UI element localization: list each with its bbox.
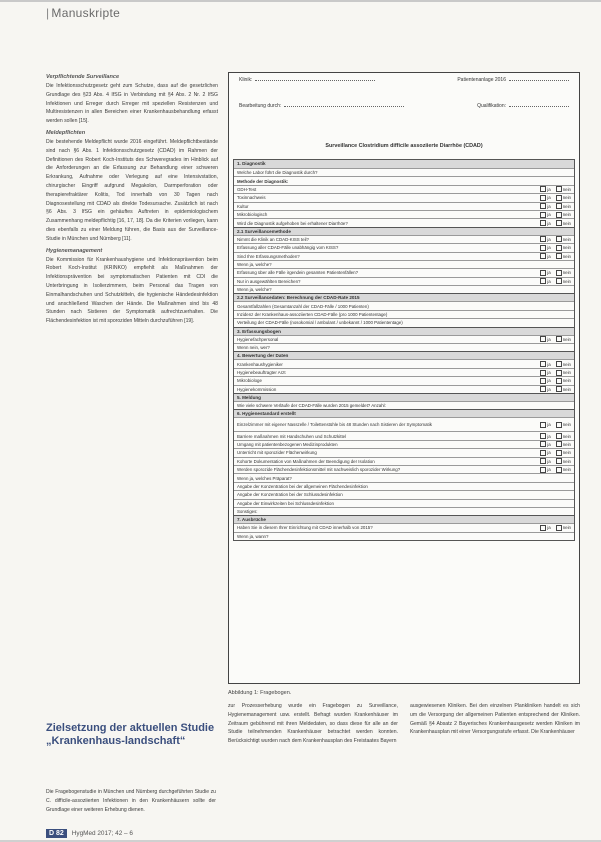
form-row bbox=[234, 235, 574, 243]
form-section-title: 4. Bewertung der Daten bbox=[234, 351, 574, 359]
form-row bbox=[234, 417, 574, 431]
form-row bbox=[234, 465, 574, 473]
form-row-label: Wie viele schwere Verläufe der CDAD-Fälle wurden 2015 gemeldet? Anzahl: bbox=[237, 403, 386, 409]
form-row bbox=[234, 368, 574, 376]
yes-no-checkboxes bbox=[527, 377, 571, 384]
no-checkbox[interactable]: nein bbox=[556, 369, 571, 376]
yes-no-checkboxes bbox=[527, 278, 571, 285]
no-checkbox[interactable]: nein bbox=[556, 449, 571, 456]
yes-checkbox[interactable]: ja bbox=[540, 203, 550, 210]
yes-no-checkboxes bbox=[527, 421, 571, 428]
form-row bbox=[234, 507, 574, 515]
form-row-label: Umgang mit patientenbezogenen Medizinprodukten bbox=[237, 441, 338, 447]
form-row-label: Wenn ja, welche? bbox=[237, 287, 272, 293]
meldepflicht-heading: Meldepflichten bbox=[46, 129, 86, 136]
yes-no-checkboxes bbox=[527, 524, 571, 531]
no-checkbox[interactable]: nein bbox=[556, 421, 571, 428]
form-row-label: Mikrobiologe bbox=[237, 378, 262, 384]
form-row-label: Hygienebeauftragter Arzt bbox=[237, 370, 286, 375]
surveillance-heading: Verpflichtende Surveillance bbox=[46, 74, 120, 80]
yes-no-checkboxes bbox=[527, 244, 571, 251]
form-row-label: Krankenhaushygieniker bbox=[237, 361, 283, 367]
yes-checkbox[interactable]: ja bbox=[540, 269, 550, 276]
no-checkbox[interactable]: nein bbox=[556, 433, 571, 440]
yes-no-checkboxes bbox=[527, 458, 571, 465]
form-row bbox=[234, 482, 574, 490]
lower-text-col3: ausgewiesenen Kliniken. Bei den einzelnen Plankliniken handelt es sich um die Versorgung der allgemeinen Patienten entsprechend der Kliniken. Gemäß §4 Absatz 2 Bayerisches Krankenhausgesetz werden Kliniken im Krankenhausplan mit einer Versorgungsstufe erfasst. Die Krankenhäuser bbox=[410, 703, 580, 736]
questionnaire-form bbox=[228, 72, 580, 684]
form-row bbox=[234, 285, 574, 293]
form-row bbox=[234, 168, 574, 176]
yes-checkbox[interactable]: ja bbox=[540, 186, 550, 193]
form-row bbox=[234, 401, 574, 409]
form-row-label: Hygienekommission bbox=[237, 386, 277, 392]
form-row bbox=[234, 335, 574, 343]
no-checkbox[interactable]: nein bbox=[556, 211, 571, 218]
yes-no-checkboxes bbox=[527, 449, 571, 456]
form-row bbox=[234, 376, 574, 384]
yes-checkbox[interactable]: ja bbox=[540, 449, 550, 456]
yes-checkbox[interactable]: ja bbox=[540, 253, 550, 260]
section-headline: Zielsetzung der aktuellen Studie „Krankenhaus-landschaft“ bbox=[46, 722, 215, 747]
form-row-label: Werden sporozide Flächendesinfektionsmittel mit nachweislich sporozider Wirkung? bbox=[237, 467, 401, 473]
form-row bbox=[234, 301, 574, 309]
stichtag-field[interactable] bbox=[509, 77, 569, 81]
form-row-label: Barriere maßnahmen mit Handschuhen und Schutzkittel bbox=[237, 433, 347, 439]
form-section-title: 2.2 Surveillancedaten: Berechnung der CDAD-Rate 2015 bbox=[234, 293, 574, 301]
yes-checkbox[interactable]: ja bbox=[540, 194, 550, 201]
yes-no-checkboxes bbox=[527, 220, 571, 227]
yes-checkbox[interactable]: ja bbox=[540, 433, 550, 440]
yes-checkbox[interactable]: ja bbox=[540, 441, 550, 448]
form-row bbox=[234, 243, 574, 251]
no-checkbox[interactable]: nein bbox=[556, 278, 571, 285]
bearbeitung-field[interactable] bbox=[284, 103, 404, 107]
form-row bbox=[234, 218, 574, 226]
form-row-label: Verteilung der CDAD-Fälle (nosokomial / ambulant / unbekannt / 1000 Patiententage) bbox=[237, 320, 403, 326]
form-row bbox=[234, 431, 574, 439]
yes-no-checkboxes bbox=[527, 466, 571, 473]
form-row bbox=[234, 318, 574, 326]
form-row-label: Toxinnachweis bbox=[237, 195, 266, 201]
form-row bbox=[234, 260, 574, 268]
yes-no-checkboxes bbox=[527, 269, 571, 276]
yes-no-checkboxes bbox=[527, 186, 571, 193]
form-row-label: Sonstiges: bbox=[237, 509, 258, 515]
form-row bbox=[234, 448, 574, 456]
yes-no-checkboxes bbox=[527, 336, 571, 343]
form-row bbox=[234, 210, 574, 218]
yes-checkbox[interactable]: ja bbox=[540, 244, 550, 251]
figure-caption: Abbildung 1: Fragebogen. bbox=[228, 690, 292, 696]
form-row-label: Mikrobiologisch bbox=[237, 212, 268, 218]
no-checkbox[interactable]: nein bbox=[556, 386, 571, 393]
form-row bbox=[234, 440, 574, 448]
no-checkbox[interactable]: nein bbox=[556, 361, 571, 368]
form-row-label: Unterricht mit sporozider Flächenwirkung bbox=[237, 450, 317, 456]
form-row bbox=[234, 277, 574, 285]
no-checkbox[interactable]: nein bbox=[556, 244, 571, 251]
form-row-label: Kultur bbox=[237, 203, 249, 209]
yes-checkbox[interactable]: ja bbox=[540, 458, 550, 465]
form-table bbox=[233, 159, 575, 541]
stichtag-label: Patientenanlage 2016 bbox=[457, 77, 506, 83]
form-row bbox=[234, 473, 574, 481]
form-section-title: 7. Ausbrüche bbox=[234, 515, 574, 523]
yes-checkbox[interactable]: ja bbox=[540, 421, 550, 428]
yes-no-checkboxes bbox=[527, 211, 571, 218]
yes-no-checkboxes bbox=[527, 253, 571, 260]
form-row bbox=[234, 385, 574, 393]
yes-no-checkboxes bbox=[527, 441, 571, 448]
klinik-field[interactable] bbox=[255, 77, 375, 81]
no-checkbox[interactable]: nein bbox=[556, 203, 571, 210]
form-section-title: 5. Meldung bbox=[234, 393, 574, 401]
form-row-label: Kohorte Dokumentation von Maßnahmen der Beendigung der Isolation bbox=[237, 458, 375, 464]
form-section-title: 3. Erfassungsbogen bbox=[234, 327, 574, 335]
hygiene-heading: Hygienemanagement bbox=[46, 247, 103, 254]
yes-no-checkboxes bbox=[527, 433, 571, 440]
form-row-label: Wird die Diagnostik aufgehoben bei erhaltener Diarrhöe? bbox=[237, 220, 348, 226]
yes-checkbox[interactable]: ja bbox=[540, 336, 550, 343]
form-row-label: Nur in ausgewählten Bereichen? bbox=[237, 278, 301, 284]
no-checkbox[interactable]: nein bbox=[556, 377, 571, 384]
form-row bbox=[234, 343, 574, 351]
form-row bbox=[234, 202, 574, 210]
yes-checkbox[interactable]: ja bbox=[540, 361, 550, 368]
klinik-label: Klinik bbox=[239, 77, 251, 83]
no-checkbox[interactable]: nein bbox=[556, 236, 571, 243]
section-header: | Manuskripte bbox=[46, 6, 121, 20]
form-row bbox=[234, 523, 574, 531]
meldepflicht-text: Die bestehende Meldepflicht wurde 2016 eingeführt. Meldepflichtbestände sind nach §6 Abs. 1 Infektionsschutzgesetz (CDAD) im Rahmen der Definitionen des Robert Koch-Instituts des Schweregrades im Hinblick auf die Anforderungen an die Erfassung zur Behandlung einer schweren Erkrankung, Aufnahme oder Verlegung auf eine Intensivstation, chirurgischer Eingriff aufgrund Megakolon, Darmperforation oder therapierefraktärer Kolitis, Tod innerhalb von 30 Tagen nach Diagnosestellung mit CDAD als direkte Todesursache. Zusätzlich ist nach §6 Abs. 3 IfSG ein gehäuftes Auftreten in epidemiologischem Zusammenhang meldepflichtig [16, 17, 18]. Da die Kriterien vorliegen, kann dies ebenfalls zu einer Meldung führen, die Basis aus der Surveillance-Studie in München und Nürnberg [11]. bbox=[46, 138, 218, 242]
footer bbox=[46, 829, 133, 838]
form-row-label: Wenn nein, wer? bbox=[237, 345, 270, 351]
qualifikation-label: Qualifikation bbox=[477, 103, 505, 109]
no-checkbox[interactable]: nein bbox=[556, 524, 571, 531]
form-row-label: Angabe der Konzentration bei der Schlussdesinfektion bbox=[237, 492, 343, 498]
lower-text-col2: zur Prozesserhebung wurde ein Fragebogen zu Surveillance, Hygienemanagement usw. erstellt. Befragt wurden Krankenhäuser im Zeitraum gebührend mit ihren Meldedaten, so dass diese für alle an der Studie teilnehmenden Krankenhäuser betrachtet werden konnten. Berücksichtigt wurden nach dem Krankenhausplan des Freistaates Bayern bbox=[228, 703, 398, 745]
form-row-label: Haben Sie in diesem Ihrer Einrichtung mit CDAD innerhalb von 2015? bbox=[237, 525, 373, 531]
form-row-label: Inzidenz der Krankenhaus-assoziierten CDAD-Fälle (pro 1000 Patiententage) bbox=[237, 312, 388, 318]
hygiene-text: Die Kommission für Krankenhaushygiene und Infektionsprävention beim Robert Koch-Institut (KRINKO) empfiehlt als Maßnahmen der Infektionsprävention bei symptomatischen Patienten mit CDI die Unterbringung in Isolierzimmern, beim Personal das Tragen von Einmalhandschuhen und Schutzkitteln, die hygienische Händedesinfektion und anschließend Waschen der Hände. Die Maßnahmen sind bis 48 Stunden nach Sistieren der Symptomatik aufrechtzuerhalten. Die Flächendesinfektion ist mit sporoziden Mitteln durchzuführen [19]. bbox=[46, 256, 218, 325]
form-row-label: Nimmt die Klinik an CDAD-KISS teil? bbox=[237, 236, 309, 242]
form-row-label: GDH-Test bbox=[237, 186, 257, 192]
no-checkbox[interactable]: nein bbox=[556, 220, 571, 227]
yes-checkbox[interactable]: ja bbox=[540, 369, 550, 376]
form-section-title: 2.1 Surveillancemethode bbox=[234, 227, 574, 235]
qualifikation-field[interactable] bbox=[509, 103, 569, 107]
no-checkbox[interactable]: nein bbox=[556, 458, 571, 465]
form-row-label: Sind Ihre Erfassungsmethoden? bbox=[237, 253, 300, 259]
form-row bbox=[234, 252, 574, 260]
no-checkbox[interactable]: nein bbox=[556, 336, 571, 343]
no-checkbox[interactable]: nein bbox=[556, 466, 571, 473]
form-row bbox=[234, 268, 574, 276]
form-row-label: Angabe der Konzentration bei der allgemeinen Flächendesinfektion bbox=[237, 483, 368, 489]
yes-checkbox[interactable]: ja bbox=[540, 377, 550, 384]
yes-no-checkboxes bbox=[527, 236, 571, 243]
form-row bbox=[234, 457, 574, 465]
form-row bbox=[234, 359, 574, 367]
form-row bbox=[234, 185, 574, 193]
yes-checkbox[interactable]: ja bbox=[540, 220, 550, 227]
form-row-label: Wenn ja, wann? bbox=[237, 533, 269, 539]
yes-checkbox[interactable]: ja bbox=[540, 386, 550, 393]
lower-text-col1: Die Fragebogenstudie in München und Nürnberg durchgeführten Studie zu C. difficile-assoziierten Infektionen in den Krankenhäusern sollte der Grundlage einer weiteren Erhebung dienen. bbox=[46, 789, 216, 813]
form-row-label: Erfassung aller CDAD-Fälle unabhängig vom KISS? bbox=[237, 245, 339, 251]
form-header-row: Klinik: Patientenanlage 2016 bbox=[229, 73, 579, 87]
yes-checkbox[interactable]: ja bbox=[540, 278, 550, 285]
header-rule bbox=[0, 0, 601, 2]
form-row bbox=[234, 532, 574, 540]
form-row-label: Angabe der Einwirkzeiten bei Schlussdesinfektion bbox=[237, 500, 334, 506]
no-checkbox[interactable]: nein bbox=[556, 186, 571, 193]
form-row-label: Einzelzimmer mit eigener Nasszelle / Toilettenstühle bis 48 Stunden nach Sistieren der Symptomatik bbox=[237, 422, 432, 428]
form-row bbox=[234, 490, 574, 498]
yes-no-checkboxes bbox=[527, 203, 571, 210]
yes-no-checkboxes bbox=[527, 194, 571, 201]
no-checkbox[interactable]: nein bbox=[556, 194, 571, 201]
page-number: D 82 bbox=[46, 829, 67, 838]
yes-no-checkboxes bbox=[527, 369, 571, 376]
form-section-title: 1. Diagnostik bbox=[234, 160, 574, 168]
yes-checkbox[interactable]: ja bbox=[540, 211, 550, 218]
no-checkbox[interactable]: nein bbox=[556, 441, 571, 448]
yes-checkbox[interactable]: ja bbox=[540, 466, 550, 473]
form-row bbox=[234, 499, 574, 507]
left-column bbox=[46, 70, 218, 720]
surveillance-text: Die Infektionsschutzgesetz geht zum Schutze, dass auf die gesetzlichen Grundlage des §23 Abs. 4 IfSG in Verbindung mit §4 Abs. 2 Nr. 2 IfSG Infektionen und Erreger durch Erreger mit speziellen Resistenzen und Multiresistenzen in allen Bereichen einer Krankenhausbehandlung erfasst werden sollen [15]. bbox=[46, 83, 218, 125]
form-row bbox=[234, 176, 574, 184]
form-row bbox=[234, 310, 574, 318]
journal-ref: HygMed 2017; 42 – 6 bbox=[71, 830, 133, 837]
form-row-label: Methode der Diagnostik: bbox=[237, 178, 289, 184]
form-row-label: Welche Labor führt die Diagnostik durch? bbox=[237, 170, 318, 176]
form-row-label: Wenn ja, welche? bbox=[237, 262, 272, 268]
yes-no-checkboxes bbox=[527, 361, 571, 368]
form-row-label: Hygienefachpersonal bbox=[237, 336, 279, 342]
bearbeitung-label: Bearbeitung durch bbox=[239, 103, 280, 109]
section-title: Manuskripte bbox=[51, 6, 121, 20]
form-row bbox=[234, 193, 574, 201]
form-title: Surveillance Clostridium difficile assoziierte Diarrhöe (CDAD) bbox=[325, 143, 483, 149]
form-section-title: 6. Hygienestandard erstellt bbox=[234, 409, 574, 417]
form-row-label: Gesamtfallzahlen (Gesamtanzahl der CDAD-Fälle / 1000 Patienten) bbox=[237, 303, 369, 309]
form-header-row-2: Bearbeitung durch: Qualifikation: bbox=[229, 99, 579, 113]
form-row-label: Erfassung über alle Fälle irgendein gesamten Patientenfällen? bbox=[237, 270, 359, 276]
no-checkbox[interactable]: nein bbox=[556, 253, 571, 260]
yes-no-checkboxes bbox=[527, 386, 571, 393]
yes-checkbox[interactable]: ja bbox=[540, 524, 550, 531]
no-checkbox[interactable]: nein bbox=[556, 269, 571, 276]
form-row-label: Wenn ja, welches Präparat? bbox=[237, 475, 292, 481]
yes-checkbox[interactable]: ja bbox=[540, 236, 550, 243]
